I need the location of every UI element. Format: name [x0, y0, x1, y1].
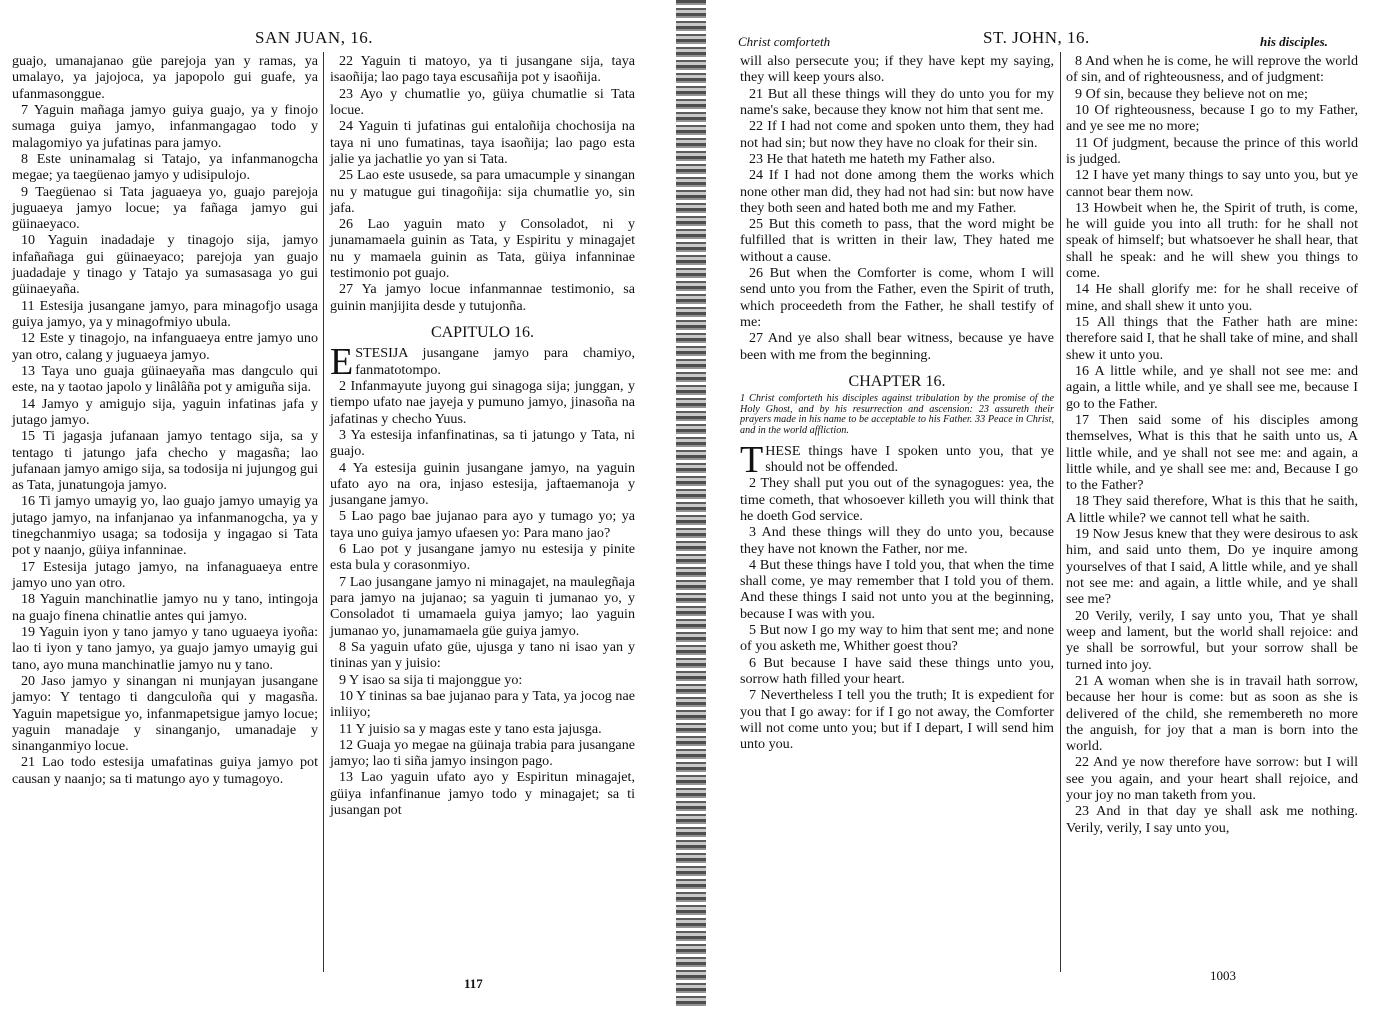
verse: 17 Then said some of his disciples among themselves, What is this that he saith unto us, A little while, and ye shall not see me: and again, a little while, and ye shall see me: and, Because I go to the Father? [1066, 411, 1358, 494]
verse: 11 Estesija jusangane jamyo, para minagofjo usaga guiya jamyo, ya y minagofmiyo ubula. [12, 297, 318, 330]
drop-cap: T [740, 438, 764, 481]
verse: 16 A little while, and ye shall not see me: and again, a little while, and ye shall see me, because I go to the Father. [1066, 362, 1358, 412]
chapter-heading: CHAPTER 16. [848, 372, 946, 390]
chapter-heading: CAPITULO 16. [430, 324, 535, 341]
chapter-first-verse: ESTESIJA jusangane jamyo para chamiyo, fanmatotompo. [330, 341, 635, 384]
verse: 12 I have yet many things to say unto you, but ye cannot bear them now. [1066, 167, 1358, 200]
verse: 23 And in that day ye shall ask me nothing. Verily, verily, I say unto you, [1066, 803, 1358, 836]
column-rule [1060, 52, 1061, 972]
verse: 3 And these things will they do unto you, because they have not known the Father, nor me. [740, 524, 1054, 557]
verse: 16 Ti jamyo umayig yo, lao guajo jamyo umayig ya jutago jamyo, na infanjanao ya infanmanogcha, ya y tinegchanmiyo usaga; sa todosija y ingagao si Tata pot y naanjo, güiya infanninae. [12, 493, 318, 559]
verse: 8 And when he is come, he will reprove the world of sin, and of righteousness, and of judgment: [1066, 53, 1358, 86]
verse: 20 Jaso jamyo y sinangan ni munjayan jusangane jamyo: Y tentago ti dangculoña qui y magasña. Yaguin mapetsigue yo, infanmapetsigue jamyo locue; yaguin manadaje y sinanganjo, umanadaje y sinanganmiyo locue. [12, 672, 318, 755]
text-column-1 [740, 53, 1054, 753]
text-column-2 [330, 53, 635, 818]
verse: 15 All things that the Father hath are mine: therefore said I, that he shall take of mine, and shall shew it unto you. [1066, 314, 1358, 363]
verse: 21 Lao todo estesija umafatinas guiya jamyo pot causan y naanjo; sa ti matungo ayo y tumagoyo. [12, 754, 318, 787]
verse: 12 Guaja yo megae na güinaja trabia para jusangane jamyo; lao ti siña jamyo insingon pago. [330, 736, 635, 770]
verse: 13 Taya uno guaja güinaeyaña mas dangculo qui este, na y taotao japolo y linâlâña pot y amiguña sija. [12, 362, 318, 396]
verse: 9 Y isao sa sija ti majonggue yo: [339, 671, 523, 688]
verse: 6 But because I have said these things unto you, sorrow hath filled your heart. [740, 654, 1054, 687]
page-number: 1003 [1210, 968, 1236, 983]
verse: 7 Lao jusangane jamyo ni minagajet, na maulegñaja para jamyo na jujanao; sa yaguin ti jumanao yo, y Consoladot ti umamaela guiya jamyo; lao yaguin jumanao yo, junamamaela güe guiya jamyo. [330, 573, 635, 639]
verse: 23 Ayo y chumatlie yo, güiya chumatlie si Tata locue. [330, 85, 635, 118]
text-column-2 [1066, 53, 1358, 836]
verse: 7 Yaguin mañaga jamyo guiya guajo, ya y finojo sumaga guiya jamyo, infanmangagao todo y malagomiyo ya jufatinas para jamyo. [12, 101, 318, 151]
verse: 25 Lao este ususede, sa para umacumple y sinangan nu y matugue gui tinagoñija: sija chumatlie yo, sin jafa. [330, 167, 635, 216]
verse: 5 But now I go my way to him that sent me; and none of you asketh me, Whither goest thou? [740, 622, 1054, 655]
verse: 20 Verily, verily, I say unto you, That ye shall weep and lament, but the world shall rejoice: and ye shall be sorrowful, but your sorrow shall be turned into joy. [1066, 607, 1358, 673]
verse: 22 And ye now therefore have sorrow: but I will see you again, and your heart shall rejoice, and your joy no man taketh from you. [1066, 754, 1358, 804]
verse: 10 Yaguin inadadaje y tinagojo sija, jamyo infañañaga gui güinaeyaco; parejoja yan guajo juadadaje y tinago y Tatajo ya sumasasaga yo gui güinaeyaña. [12, 232, 318, 298]
verse: 27 And ye also shall bear witness, because ye have been with me from the beginning. [740, 330, 1054, 363]
verse: 26 But when the Comforter is come, whom I will send unto you from the Father, even the Spirit of truth, which proceedeth from the Father, he shall testify of me: [740, 265, 1054, 330]
verse: 18 They said therefore, What is this that he saith, A little while? we cannot tell what he saith. [1066, 493, 1358, 526]
verse: 21 A woman when she is in travail hath sorrow, because her hour is come: but as soon as she is delivered of the child, she remembereth no more the anguish, for joy that a man is born into the world. [1066, 672, 1358, 755]
running-head-right: his disciples. [1260, 34, 1328, 49]
verse: 4 Ya estesija guinin jusangane jamyo, na yaguin ufato ayo na ora, injaso estesija, jaftaemanoja y jusangane jamyo. [330, 459, 635, 509]
verse: 24 If I had not done among them the works which none other man did, they had not had sin: but now have they both seen and hated both me and my Father. [740, 167, 1054, 216]
verse: 17 Estesija jutago jamyo, na infanaguaeya entre jamyo uno yan otro. [12, 558, 318, 591]
verse: 2 They shall put you out of the synagogues: yea, the time cometh, that whosoever killeth you will think that he doeth God service. [740, 475, 1054, 524]
verse: 22 If I had not come and spoken unto them, they had not had sin; but now they have no cloak for their sin. [740, 118, 1054, 151]
verse: 27 Ya jamyo locue infanmannae testimonio, sa guinin manjijita desde y tutujonña. [330, 281, 635, 314]
verse: 26 Lao yaguin mato y Consoladot, ni y junamamaela guinin as Tata, y Espiritu y minagajet nu y mamaela guinin as Tata, güiya infanninae testimonio pot guajo. [330, 216, 635, 282]
verse: 21 But all these things will they do unto you for my name's sake, because they know not him that sent me. [740, 85, 1054, 118]
page-number: 117 [464, 976, 483, 991]
verse: 14 Jamyo y amigujo sija, yaguin infatinas jafa y jutago jamyo. [12, 395, 318, 428]
verse: 5 Lao pago bae jujanao para ayo y tumago yo; ya taya uno guiya jamyo ufaesen yo: Para mano jao? [330, 508, 635, 541]
running-head-left: Christ comforteth [738, 34, 831, 49]
verse: 3 Ya estesija infanfinatinas, sa ti jatungo y Tata, ni guajo. [330, 426, 635, 460]
verse: 19 Now Jesus knew that they were desirous to ask him, and said unto them, Do ye inquire among yourselves of that I said, A little while, and ye shall not see me: and again, a little while, and ye shall see me? [1066, 526, 1358, 608]
verse: 18 Yaguin manchinatlie jamyo nu y tano, intingoja na guajo finena chinatlie antes qui jamyo. [12, 591, 318, 624]
verse: guajo, umanajanao güe parejoja yan y ramas, ya umalayo, ya jajojoca, ya japopolo gui guafe, ya ufanmasonggue. [12, 53, 318, 102]
chapter-summary: 1 Christ comforteth his disciples against tribulation by the promise of the Holy Ghost, and by his resurrection and ascension: 23 assureth their prayers made in his name to be acceptable to his Father. 33 Peace in Christ, and in the world affliction. [740, 393, 1054, 437]
left-page [0, 0, 680, 1009]
verse: 8 Este uninamalag si Tatajo, ya infanmanogcha megae; ya taegüenao jamyo y udisipulojo. [12, 150, 318, 184]
page-header: ST. JOHN, 16. [983, 28, 1090, 47]
verse: 9 Of sin, because they believe not on me; [1075, 85, 1308, 102]
verse: 6 Lao pot y jusangane jamyo nu estesija y pinite esta bula y corasonmiyo. [330, 541, 635, 574]
verse: will also persecute you; if they have kept my saying, they will keep yours also. [740, 53, 1054, 86]
verse: 10 Of righteousness, because I go to my Father, and ye see me no more; [1066, 101, 1358, 135]
page-header: SAN JUAN, 16. [255, 28, 373, 47]
verse: 4 But these things have I told you, that when the time shall come, ye may remember that I told you of them. And these things I said not unto you at the beginning, because I was with you. [740, 556, 1054, 622]
verse: 24 Yaguin ti jufatinas gui entaloñija chochosija na taya ni uno fumatinas, taya isaoñija; lao pago esta jalie ya jachatlie yo yan si Tata. [330, 118, 635, 167]
verse: 12 Este y tinagojo, na infanguaeya entre jamyo uno yan otro, calang y juguaeya jamyo. [12, 330, 318, 363]
text-column-1 [12, 53, 318, 787]
verse: 22 Yaguin ti matoyo, ya ti jusangane sija, taya isaoñija; lao pago taya escusañija pot y isaoñija. [330, 53, 635, 86]
verse: 2 Infanmayute juyong gui sinagoga sija; junggan, y tiempo ufato nae jayeja y pumuno jamyo, jinasoña na jafatinas y checho Yuus. [330, 377, 635, 427]
verse: 10 Y tininas sa bae jujanao para y Tata, ya jocog nae inliiyo; [330, 687, 635, 721]
verse: 13 Lao yaguin ufato ayo y Espiritun minagajet, güiya infanfinanue jamyo todo y minagajet; sa ti jusangan pot [330, 769, 635, 819]
drop-cap: E [330, 341, 354, 384]
verse: 9 Taegüenao si Tata jaguaeya yo, guajo parejoja juguaeya jamyo locue; ya fañaga jamyo gui güinaeyaco. [12, 183, 318, 233]
verse: 25 But this cometh to pass, that the word might be fulfilled that is written in their law, They hated me without a cause. [740, 216, 1054, 265]
verse: 19 Yaguin iyon y tano jamyo y tano uguaeya iyoña: lao ti iyon y tano jamyo, ya guajo jamyo umayig gui tano, ayo muna manchinatlie jamyo nu y tano. [12, 623, 318, 673]
verse: 23 He that hateth me hateth my Father also. [749, 150, 996, 167]
right-page [700, 0, 1381, 1009]
verse: 7 Nevertheless I tell you the truth; It is expedient for you that I go away: for if I go not away, the Comforter will not come unto you; but if I depart, I will send him unto you. [740, 687, 1054, 753]
column-rule [323, 52, 324, 972]
verse: 13 Howbeit when he, the Spirit of truth, is come, he will guide you into all truth: for he shall not speak of himself; but whatsoever he shall hear, that shall he speak: and he will shew you things to come. [1066, 199, 1358, 282]
chapter-first-verse: THESE things have I spoken unto you, that ye should not be offended. [740, 438, 1054, 481]
verse: 11 Of judgment, because the prince of this world is judged. [1066, 134, 1358, 167]
verse: 15 Ti jagasja jufanaan jamyo tentago sija, sa y tentago ti jatungo jafa checho y magasña; lao jufanaan jamyo amigo sija, sa todosija ni jujungog gui as Tata, junatungoja jamyo. [12, 428, 318, 494]
verse: 8 Sa yaguin ufato güe, ujusga y tano ni isao yan y tininas yan y juisio: [330, 638, 635, 672]
verse: 11 Y juisio sa y magas este y tano esta jajusga. [339, 720, 602, 737]
verse: 14 He shall glorify me: for he shall receive of mine, and shall shew it unto you. [1066, 281, 1358, 314]
